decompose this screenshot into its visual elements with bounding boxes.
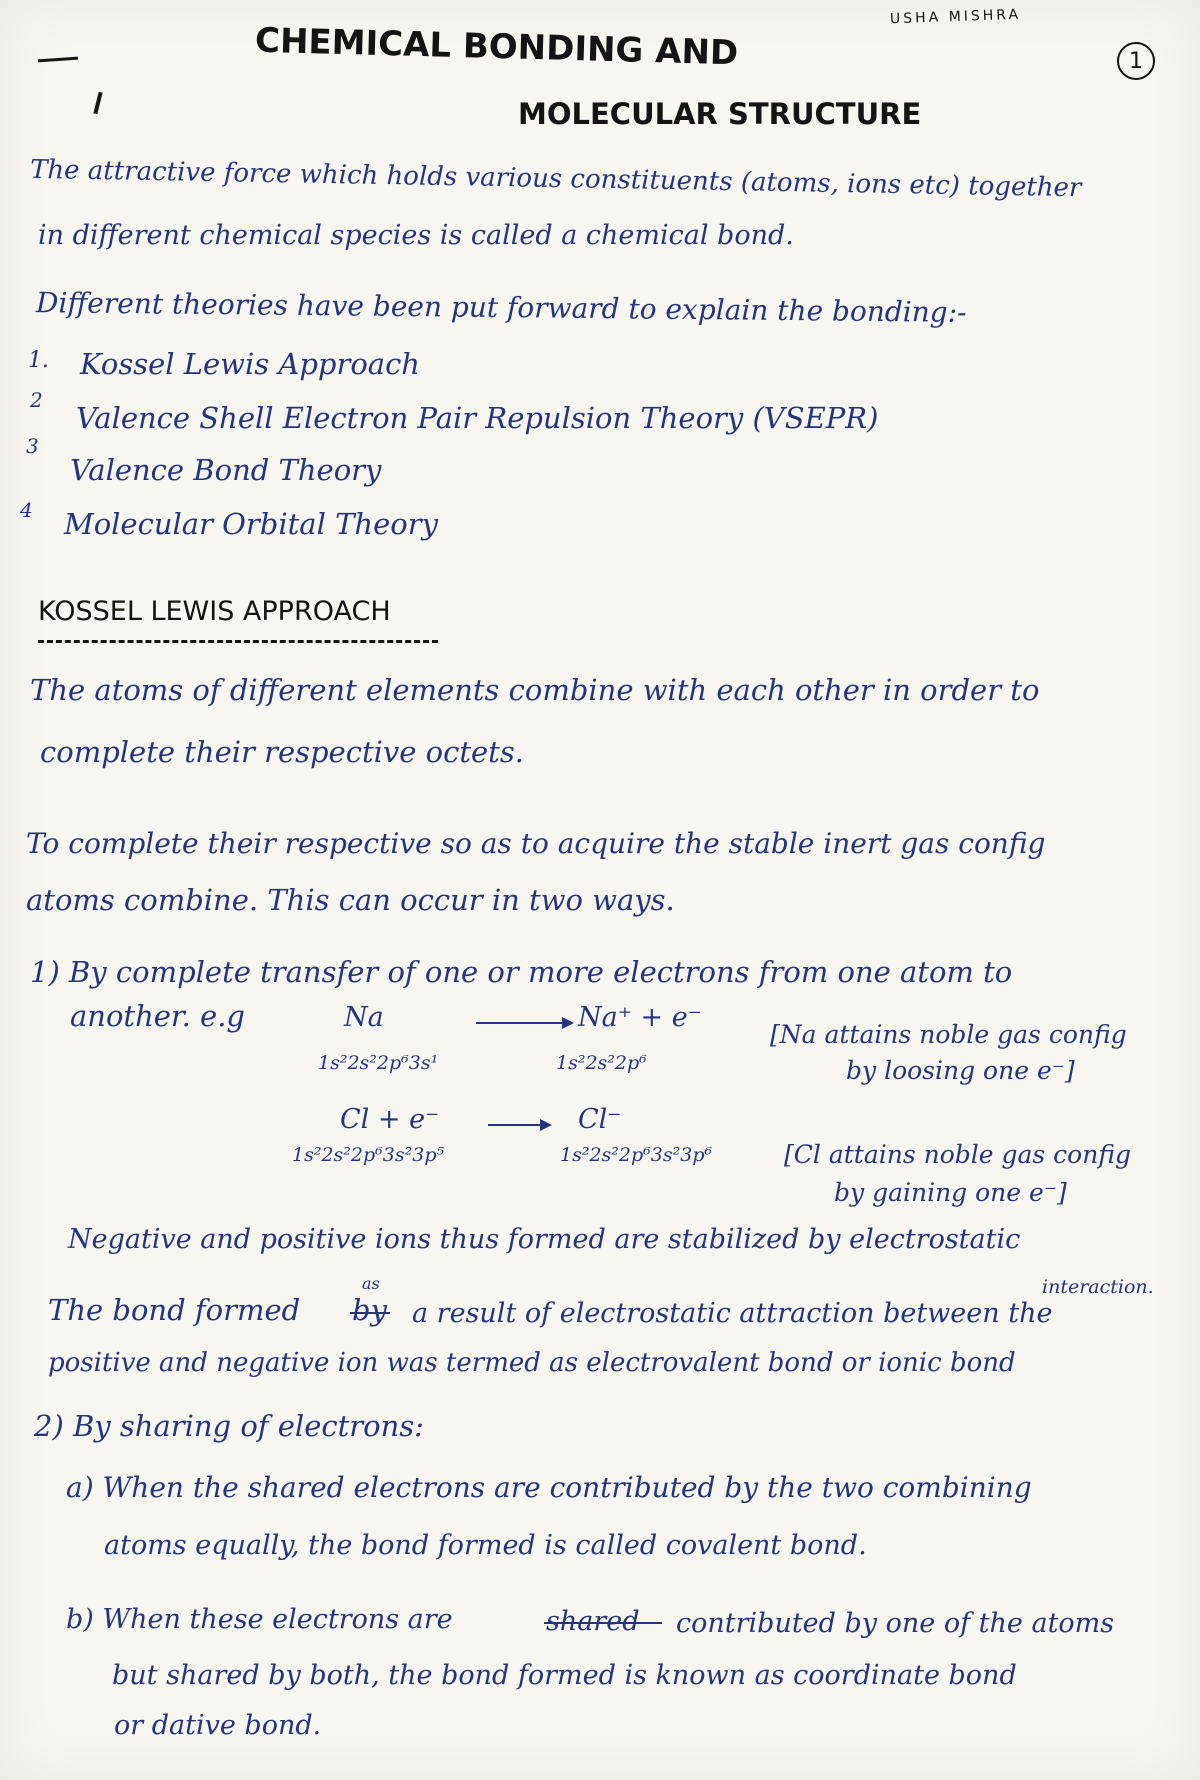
section-heading-kossel-lewis: KOSSEL LEWIS APPROACH: [38, 596, 391, 627]
eq1-reactant-config: 1s²2s²2p⁶3s¹: [318, 1052, 439, 1074]
theory-number: 2: [30, 388, 43, 412]
title-line-1: CHEMICAL BONDING AND: [254, 20, 739, 74]
reaction-arrow: [488, 1124, 550, 1126]
author-name: USHA MISHRA: [889, 6, 1022, 28]
intro-line-2: in different chemical species is called a chemical bond.: [38, 220, 794, 251]
theories-lead: Different theories have been put forward to explain the bonding:-: [35, 286, 967, 329]
theory-number: 1.: [28, 348, 49, 373]
eq1-note-line-1: [Na attains noble gas config: [770, 1020, 1127, 1049]
theory-number: 3: [26, 434, 39, 458]
config-para-line-2: atoms combine. This can occur in two ways.: [26, 883, 675, 917]
intro-line-1: The attractive force which holds various constituents (atoms, ions etc) together: [29, 154, 1082, 204]
heading-dashed-underline: [38, 640, 438, 643]
way-2b-line-3: or dative bond.: [114, 1710, 322, 1741]
ions-line-2-start: The bond formed: [48, 1293, 301, 1327]
margin-pen-mark: [38, 57, 78, 63]
ions-line-1: Negative and positive ions thus formed are stabilized by electrostatic: [68, 1224, 1021, 1255]
way-2-heading: 2) By sharing of electrons:: [34, 1409, 424, 1443]
theory-item-kossel-lewis: Kossel Lewis Approach: [80, 347, 420, 381]
title-line-2: MOLECULAR STRUCTURE: [518, 97, 922, 131]
way-2a-line-1: a) When the shared electrons are contributed by the two combining: [66, 1471, 1032, 1504]
theory-item-valence-bond: Valence Bond Theory: [70, 453, 382, 487]
way-1-line-1: 1) By complete transfer of one or more electrons from one atom to: [30, 955, 1013, 989]
struck-word: shared: [546, 1606, 640, 1637]
inserted-word: as: [362, 1274, 380, 1293]
way-1-line-2: another. e.g: [70, 999, 245, 1033]
ions-line-1-tail: interaction.: [1042, 1276, 1154, 1298]
ions-line-3: positive and negative ion was termed as electrovalent bond or ionic bond: [48, 1348, 1016, 1378]
octet-para-line-1: The atoms of different elements combine with each other in order to: [30, 673, 1040, 707]
eq2-product-config: 1s²2s²2p⁶3s²3p⁶: [560, 1144, 713, 1166]
ions-line-2-end: a result of electrostatic attraction between the: [412, 1298, 1053, 1329]
config-para-line-1: To complete their respective so as to acquire the stable inert gas config: [26, 827, 1046, 860]
eq2-note-line-2: by gaining one e⁻]: [834, 1178, 1067, 1207]
theory-number: 4: [20, 498, 33, 522]
theory-item-molecular-orbital: Molecular Orbital Theory: [64, 507, 438, 541]
strikethrough-line: [350, 1312, 390, 1314]
eq2-product: Cl⁻: [578, 1104, 622, 1135]
theory-item-vsepr: Valence Shell Electron Pair Repulsion Theory (VSEPR): [76, 401, 879, 435]
eq2-note-line-1: [Cl attains noble gas config: [784, 1140, 1132, 1169]
margin-pen-mark: [93, 92, 102, 114]
reaction-arrow: [476, 1022, 572, 1024]
way-2a-line-2: atoms equally, the bond formed is called covalent bond.: [104, 1530, 867, 1561]
way-2b-line-1-end: contributed by one of the atoms: [676, 1608, 1115, 1639]
page-number: 1: [1117, 42, 1155, 80]
eq2-reactant-config: 1s²2s²2p⁶3s²3p⁵: [292, 1144, 445, 1166]
eq1-note-line-2: by loosing one e⁻]: [846, 1056, 1075, 1085]
eq1-reactant: Na: [344, 1002, 384, 1033]
eq1-product-config: 1s²2s²2p⁶: [556, 1052, 647, 1074]
way-2b-line-1-start: b) When these electrons are: [66, 1604, 453, 1635]
eq1-products: Na⁺ + e⁻: [578, 1002, 702, 1033]
octet-para-line-2: complete their respective octets.: [40, 735, 524, 769]
strikethrough-line: [544, 1622, 662, 1624]
eq2-reactants: Cl + e⁻: [340, 1104, 440, 1135]
struck-word: by: [352, 1293, 387, 1327]
way-2b-line-2: but shared by both, the bond formed is known as coordinate bond: [112, 1660, 1017, 1691]
